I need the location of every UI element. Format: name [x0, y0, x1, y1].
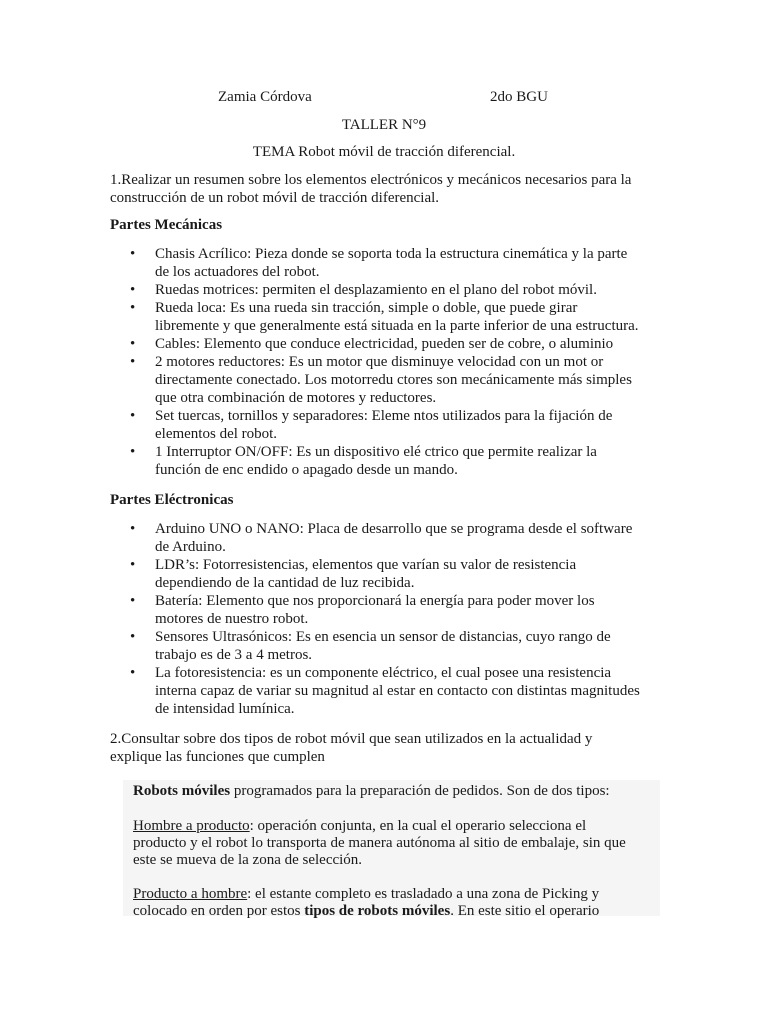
- list-item: [0, 443, 597, 479]
- bullet-icon: •: [130, 354, 136, 370]
- excerpt-p2-text: : operación conjunta, en la cual el operario selecciona el: [249, 818, 587, 834]
- list-item-line: directamente conectado. Los motorredu ctores son mecánicamente más simples: [155, 372, 632, 388]
- document-topic: TEMA Robot móvil de tracción diferencial.: [252, 144, 516, 160]
- producto-a-hombre-link[interactable]: Producto a hombre: [133, 886, 248, 902]
- mechanical-parts-list: [0, 245, 639, 479]
- bullet-icon: •: [130, 557, 136, 573]
- excerpt-p3-line2-c: . En este sitio el operario: [450, 903, 600, 919]
- document-title: TALLER N°9: [341, 117, 427, 133]
- list-item-line: de intensidad lumínica.: [155, 701, 295, 717]
- list-item: [0, 520, 633, 556]
- list-item-line: Chasis Acrílico: Pieza donde se soporta toda la estructura cinemática y la parte: [155, 246, 628, 262]
- list-item-line: función de enc endido o apagado desde un mando.: [155, 462, 458, 478]
- list-item: [0, 592, 595, 628]
- question-1-line-2: construcción de un robot móvil de tracción diferencial.: [110, 190, 440, 206]
- list-item-line: elementos del robot.: [155, 426, 278, 442]
- list-item-line: 2 motores reductores: Es un motor que disminuye velocidad con un mot or: [155, 354, 604, 370]
- list-item: [0, 556, 577, 592]
- hombre-a-producto-link[interactable]: Hombre a producto: [133, 818, 250, 834]
- excerpt-paragraph-1: [133, 782, 610, 800]
- list-item-line: motores de nuestro robot.: [155, 611, 309, 627]
- bullet-icon: •: [130, 593, 136, 609]
- excerpt-p3-line2-a: colocado en orden por estos: [133, 903, 305, 919]
- list-item-line: Ruedas motrices: permiten el desplazamiento en el plano del robot móvil.: [155, 282, 597, 298]
- list-item-line: Sensores Ultrasónicos: Es en esencia un sensor de distancias, cuyo rango de: [155, 629, 611, 645]
- list-item-line: dependiendo de la cantidad de luz recibida.: [155, 575, 415, 591]
- excerpt-paragraph-2-line-1: [133, 817, 586, 835]
- question-2-line-1: 2.Consultar sobre dos tipos de robot móvil que sean utilizados en la actualidad y: [110, 731, 593, 747]
- list-item-line: interna capaz de variar su magnitud al estar en contacto con distintas magnitudes: [155, 683, 640, 699]
- bullet-icon: •: [130, 521, 136, 537]
- excerpt-paragraph-3-line-1: [133, 885, 599, 903]
- excerpt-paragraph-2-line-3: este se mueva de la zona de selección.: [133, 852, 363, 868]
- list-item-line: Set tuercas, tornillos y separadores: Eleme ntos utilizados para la fijación de: [155, 408, 613, 424]
- bullet-icon: •: [130, 300, 136, 316]
- excerpt-paragraph-2-line-2: producto y el robot lo transporta de manera autónoma al sitio de embalaje, sin que: [133, 835, 626, 851]
- bullet-icon: •: [130, 336, 136, 352]
- list-item-line: LDR’s: Fotorresistencias, elementos que varían su valor de resistencia: [155, 557, 577, 573]
- list-item-line: Arduino UNO o NANO: Placa de desarrollo que se programa desde el software: [155, 521, 633, 537]
- electronic-parts-list: [0, 520, 640, 718]
- list-item: [0, 628, 611, 664]
- excerpt-p1-text: programados para la preparación de pedidos. Son de dos tipos:: [230, 783, 610, 799]
- bullet-icon: •: [130, 246, 136, 262]
- excerpt-paragraph-3-line-2: [133, 902, 599, 920]
- bullet-icon: •: [130, 408, 136, 424]
- bullet-icon: •: [130, 444, 136, 460]
- bullet-icon: •: [130, 665, 136, 681]
- list-item: [0, 245, 628, 281]
- list-item-line: La fotoresistencia: es un componente eléctrico, el cual posee una resistencia: [155, 665, 612, 681]
- list-item: [0, 335, 614, 353]
- list-item: [0, 281, 597, 299]
- list-item-line: de los actuadores del robot.: [155, 264, 320, 280]
- bullet-icon: •: [130, 282, 136, 298]
- list-item: [0, 353, 632, 407]
- excerpt-p3-text: : el estante completo es trasladado a una zona de Picking y: [247, 886, 600, 902]
- list-item: [0, 664, 640, 718]
- list-item-line: Rueda loca: Es una rueda sin tracción, simple o doble, que puede girar: [155, 300, 578, 316]
- excerpt-p3-bold: tipos de robots móviles: [304, 903, 451, 919]
- list-item-line: libremente y que generalmente está situada en la parte inferior de una estructura.: [155, 318, 639, 334]
- excerpt-bold-term: Robots móviles: [133, 783, 231, 799]
- list-item-line: 1 Interruptor ON/OFF: Es un dispositivo elé ctrico que permite realizar la: [155, 444, 597, 460]
- list-item-line: Batería: Elemento que nos proporcionará la energía para poder mover los: [155, 593, 595, 609]
- list-item-line: Cables: Elemento que conduce electricidad, pueden ser de cobre, o aluminio: [155, 336, 614, 352]
- list-item: [0, 299, 639, 335]
- list-item-line: que otra combinación de motores y reductores.: [155, 390, 437, 406]
- list-item-line: trabajo es de 3 a 4 metros.: [155, 647, 313, 663]
- list-item: [0, 407, 613, 443]
- question-2-line-2: explique las funciones que cumplen: [110, 749, 325, 765]
- mechanical-heading: Partes Mecánicas: [110, 217, 223, 233]
- course-label: 2do BGU: [490, 89, 548, 105]
- bullet-icon: •: [130, 629, 136, 645]
- question-1-line-1: 1.Realizar un resumen sobre los elementos electrónicos y mecánicos necesarios para la: [110, 172, 632, 188]
- electronic-heading: Partes Eléctronicas: [110, 492, 234, 508]
- list-item-line: de Arduino.: [155, 539, 226, 555]
- student-name: Zamia Córdova: [218, 89, 312, 105]
